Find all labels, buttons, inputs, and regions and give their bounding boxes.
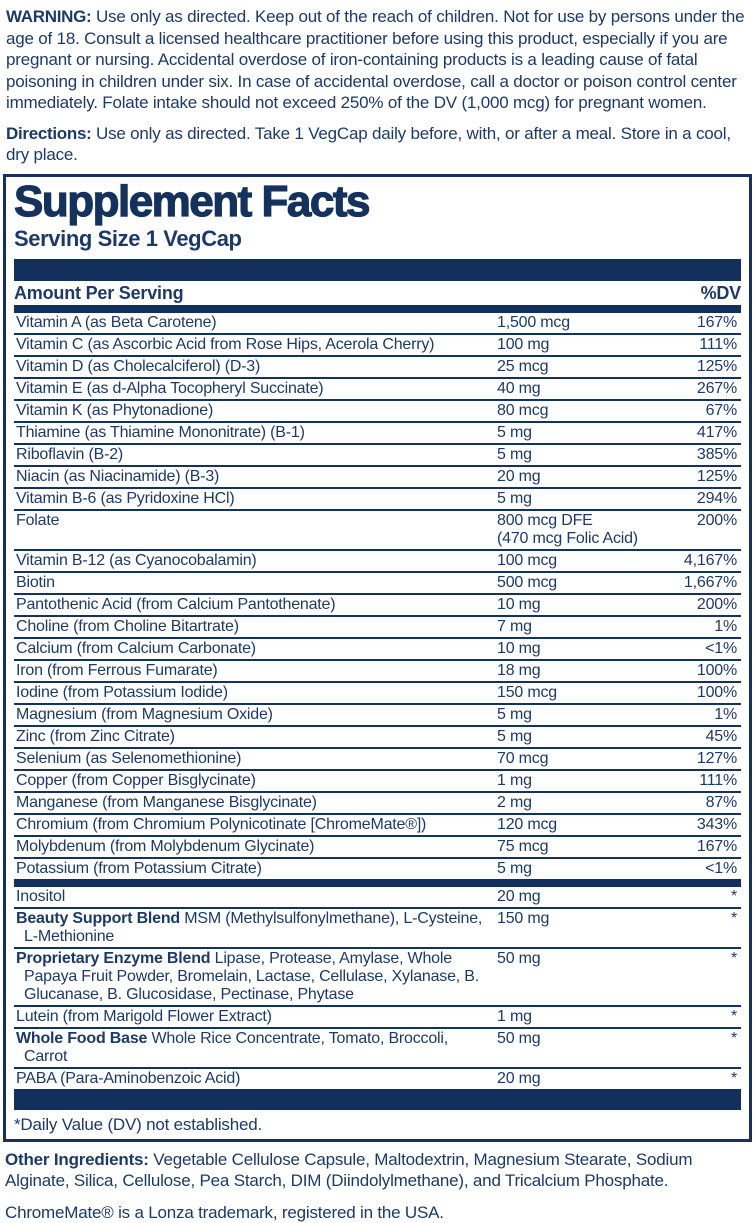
directions-label: Directions: [6,124,92,143]
ingredient-dv: 1,667% [665,574,741,592]
ingredient-name: Choline (from Choline Bitartrate) [14,618,497,636]
supplement-rows-main [14,313,741,879]
ingredient-name: Vitamin D (as Cholecalciferol) (D-3) [14,358,497,376]
percent-dv-header: %DV [701,283,741,303]
ingredient-name: PABA (Para-Aminobenzoic Acid) [14,1070,497,1088]
ingredient-name: Manganese (from Manganese Bisglycinate) [14,794,497,812]
ingredient-name: Iron (from Ferrous Fumarate) [14,662,497,680]
table-row [14,681,741,703]
ingredient-name: Magnesium (from Magnesium Oxide) [14,706,497,724]
ingredient-dv: 167% [665,838,741,856]
table-row [14,791,741,813]
ingredient-dv: 87% [665,794,741,812]
table-row [14,509,741,549]
ingredient-dv: 200% [665,596,741,614]
table-row [14,857,741,879]
ingredient-dv: 111% [665,772,741,790]
ingredient-name: Folate [14,512,497,530]
ingredient-amount: 100 mcg [497,552,665,570]
divider-bar-thick-top [14,259,741,281]
ingredient-amount: 18 mg [497,662,665,680]
ingredient-amount: 75 mcg [497,838,665,856]
ingredient-name: Vitamin B-6 (as Pyridoxine HCl) [14,490,497,508]
table-row [14,769,741,791]
ingredient-dv: 385% [665,446,741,464]
ingredient-name: Proprietary Enzyme Blend Lipase, Protease, Amylase, Whole Papaya Fruit Powder, Bromelain, Lactase, Cellulase, Xylanase, B. Glucanase, B. Glucosidase, Pectinase, Phytase [14,950,497,1004]
table-row [14,747,741,769]
ingredient-dv: 267% [665,380,741,398]
table-row [14,549,741,571]
ingredient-amount: 25 mcg [497,358,665,376]
ingredient-name: Vitamin B-12 (as Cyanocobalamin) [14,552,497,570]
ingredient-amount: 1,500 mcg [497,314,665,332]
table-row [14,465,741,487]
ingredient-amount: 50 mg [497,950,665,968]
ingredient-name: Molybdenum (from Molybdenum Glycinate) [14,838,497,856]
ingredient-amount: 20 mg [497,888,665,906]
ingredient-name: Iodine (from Potassium Iodide) [14,684,497,702]
warning-paragraph [6,6,749,114]
directions-text: Use only as directed. Take 1 VegCap daily before, with, or after a meal. Store in a cool, dry place. [6,124,731,165]
ingredient-dv: * [665,910,741,928]
table-row [14,355,741,377]
ingredient-amount: 80 mcg [497,402,665,420]
ingredient-dv: 125% [665,358,741,376]
ingredient-dv: <1% [665,640,741,658]
ingredient-name: Chromium (from Chromium Polynicotinate [ChromeMate®]) [14,816,497,834]
ingredient-dv: 167% [665,314,741,332]
trademark-note: ChromeMate® is a Lonza trademark, registered in the USA. [5,1202,750,1223]
ingredient-dv: 127% [665,750,741,768]
ingredient-dv: 343% [665,816,741,834]
supplement-facts-panel [3,174,752,1142]
other-ingredients-paragraph [5,1149,750,1192]
table-row [14,1027,741,1067]
ingredient-name: Vitamin A (as Beta Carotene) [14,314,497,332]
ingredient-dv: <1% [665,860,741,878]
table-row [14,637,741,659]
table-row [14,835,741,857]
ingredient-amount: 20 mg [497,468,665,486]
table-row [14,313,741,333]
table-row [14,571,741,593]
table-row [14,907,741,947]
ingredient-name: Riboflavin (B-2) [14,446,497,464]
table-row [14,421,741,443]
ingredient-name: Beauty Support Blend MSM (Methylsulfonylmethane), L-Cysteine, L-Methionine [14,910,497,946]
ingredient-dv: * [665,1070,741,1088]
ingredient-name: Biotin [14,574,497,592]
ingredient-dv: 125% [665,468,741,486]
ingredient-amount: 150 mcg [497,684,665,702]
ingredient-amount: 500 mcg [497,574,665,592]
table-row [14,887,741,907]
table-row [14,377,741,399]
warning-text: Use only as directed. Keep out of the reach of children. Not for use by persons under the age of 18. Consult a licensed healthcare practitioner before using this product, especially if you are pregnant or nursing. Accidental overdose of iron-containing products is a leading cause of fatal poisoning in children under six. In case of accidental overdose, call a doctor or poison control center immediately. Folate intake should not exceed 250% of the DV (1,000 mcg) for pregnant women. [6,7,744,112]
ingredient-name: Copper (from Copper Bisglycinate) [14,772,497,790]
ingredient-name: Pantothenic Acid (from Calcium Pantothenate) [14,596,497,614]
ingredient-amount: 1 mg [497,1008,665,1026]
ingredient-amount: 5 mg [497,860,665,878]
ingredient-dv: 200% [665,512,741,530]
ingredient-dv: 100% [665,684,741,702]
ingredient-amount: 5 mg [497,490,665,508]
ingredient-amount: 5 mg [497,446,665,464]
table-row [14,399,741,421]
ingredient-name: Zinc (from Zinc Citrate) [14,728,497,746]
ingredient-name: Calcium (from Calcium Carbonate) [14,640,497,658]
ingredient-amount: 40 mg [497,380,665,398]
ingredient-name: Selenium (as Selenomethionine) [14,750,497,768]
panel-title: Supplement Facts [6,179,749,225]
ingredient-dv: 294% [665,490,741,508]
ingredient-name: Niacin (as Niacinamide) (B-3) [14,468,497,486]
table-row [14,1005,741,1027]
ingredient-dv: * [665,888,741,906]
other-ingredients-text: Vegetable Cellulose Capsule, Maltodextrin, Magnesium Stearate, Sodium Alginate, Silica, Cellulose, Pea Starch, DIM (Diindolylmethane), and Tricalcium Phosphate. [5,1150,692,1191]
serving-size: Serving Size 1 VegCap [6,225,749,259]
table-row [14,615,741,637]
table-row [14,1067,741,1089]
table-row [14,725,741,747]
table-row [14,487,741,509]
daily-value-footnote: *Daily Value (DV) not established. [6,1110,749,1135]
ingredient-amount: 70 mcg [497,750,665,768]
table-row [14,333,741,355]
ingredient-dv: 4,167% [665,552,741,570]
table-header-row [6,281,749,305]
ingredient-amount: 10 mg [497,596,665,614]
ingredient-name: Vitamin E (as d-Alpha Tocopheryl Succinate) [14,380,497,398]
ingredient-dv: 1% [665,618,741,636]
ingredient-amount: 120 mcg [497,816,665,834]
ingredient-name: Thiamine (as Thiamine Mononitrate) (B-1) [14,424,497,442]
other-ingredients-label: Other Ingredients: [5,1150,149,1169]
amount-per-serving-header: Amount Per Serving [14,283,183,303]
ingredient-amount: 5 mg [497,706,665,724]
ingredient-dv: 111% [665,336,741,354]
table-row [14,813,741,835]
ingredient-dv: 100% [665,662,741,680]
ingredient-dv: 417% [665,424,741,442]
ingredient-amount: 20 mg [497,1070,665,1088]
ingredient-amount: 150 mg [497,910,665,928]
ingredient-dv: * [665,1030,741,1048]
ingredient-dv: * [665,950,741,968]
directions-paragraph [6,123,749,166]
divider-bar-thin-middle [14,879,741,887]
ingredient-amount: 50 mg [497,1030,665,1048]
ingredient-dv: 1% [665,706,741,724]
table-row [14,593,741,615]
table-row [14,703,741,725]
ingredient-name: Vitamin C (as Ascorbic Acid from Rose Hips, Acerola Cherry) [14,336,497,354]
ingredient-name: Whole Food Base Whole Rice Concentrate, Tomato, Broccoli, Carrot [14,1030,497,1066]
table-row [14,443,741,465]
ingredient-amount: 10 mg [497,640,665,658]
table-row [14,947,741,1005]
supplement-rows-other [14,887,741,1089]
ingredient-name: Inositol [14,888,497,906]
ingredient-amount: 2 mg [497,794,665,812]
ingredient-amount: 5 mg [497,424,665,442]
ingredient-amount: 800 mcg DFE (470 mcg Folic Acid) [497,512,665,548]
warning-label: WARNING: [6,7,91,26]
ingredient-amount: 7 mg [497,618,665,636]
ingredient-dv: 67% [665,402,741,420]
ingredient-dv: * [665,1008,741,1026]
ingredient-amount: 5 mg [497,728,665,746]
ingredient-name: Potassium (from Potassium Citrate) [14,860,497,878]
divider-bar-thick-bottom [14,1089,741,1110]
ingredient-name: Vitamin K (as Phytonadione) [14,402,497,420]
ingredient-dv: 45% [665,728,741,746]
ingredient-name: Lutein (from Marigold Flower Extract) [14,1008,497,1026]
ingredient-amount: 100 mg [497,336,665,354]
ingredient-amount: 1 mg [497,772,665,790]
divider-bar-thin-header [14,305,741,313]
table-row [14,659,741,681]
